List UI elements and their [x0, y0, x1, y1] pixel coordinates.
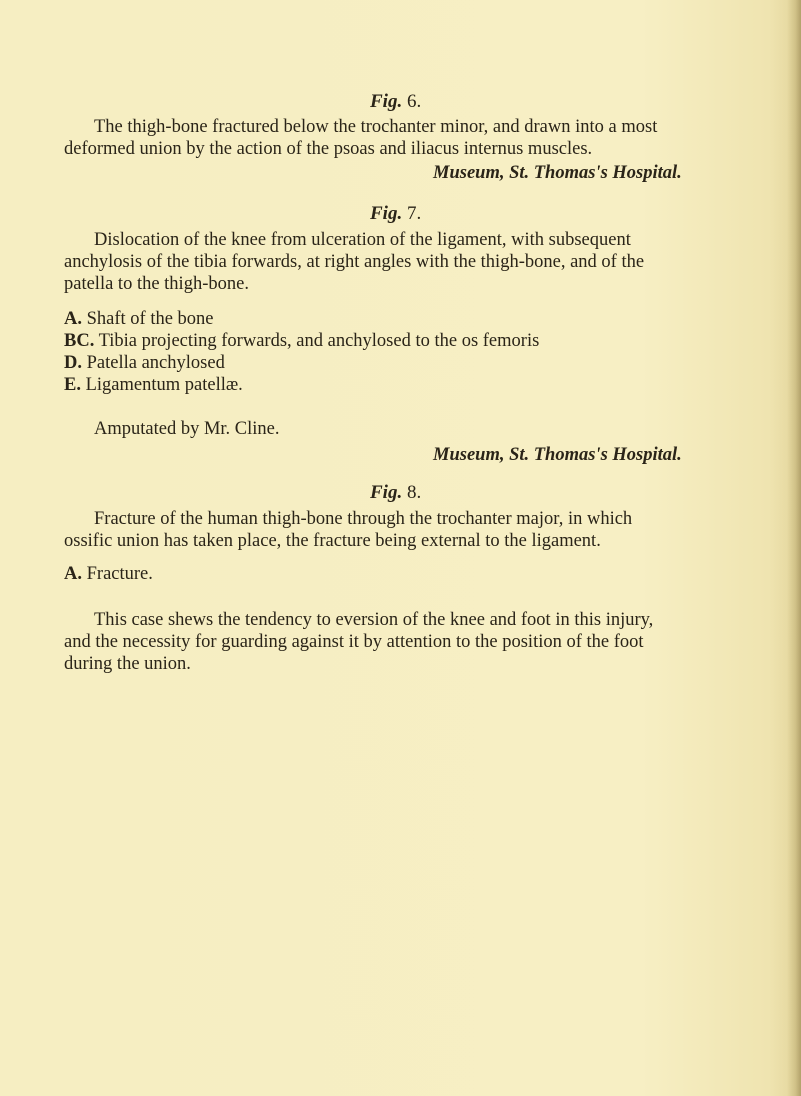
fig-8-note-line-3: during the union. [64, 654, 191, 674]
fig-8-description [64, 508, 724, 552]
fig-7-item-a-key: A. [64, 309, 82, 329]
fig-7-description [64, 229, 724, 295]
page-edge-shadow [787, 0, 801, 1096]
fig-8-line-2: ossific union has taken place, the fracture being external to the ligament. [64, 531, 601, 551]
fig-7-amputated: Amputated by Mr. Cline. [94, 419, 280, 439]
fig-8-item-a [64, 564, 153, 585]
fig-6-source: Museum, St. Thomas's Hospital. [433, 163, 682, 183]
fig-7-item-bc-text: Tibia projecting forwards, and anchylosed to the os femoris [98, 331, 540, 351]
fig-6-number: 6. [406, 91, 422, 112]
fig-7-line-1: Dislocation of the knee from ulceration of the ligament, with subsequent [94, 230, 631, 250]
fig-6-line-2: deformed union by the action of the psoas and iliacus internus muscles. [64, 139, 593, 159]
fig-7-line-2: anchylosis of the tibia forwards, at right angles with the thigh-bone, and of the [64, 252, 645, 272]
fig-7-item-e [64, 375, 243, 396]
fig-8-note [64, 609, 724, 675]
fig-7-label: Fig. [370, 203, 403, 224]
fig-7-line-3: patella to the thigh-bone. [64, 274, 249, 294]
fig-7-item-d-text: Patella anchylosed [86, 353, 225, 373]
fig-6-label: Fig. [370, 91, 403, 112]
fig-8-note-line-2: and the necessity for guarding against it by attention to the position of the foot [64, 632, 644, 652]
fig-8-item-a-key: A. [64, 564, 82, 584]
fig-8-number: 8. [406, 482, 422, 503]
fig-7-item-bc [64, 331, 539, 352]
fig-7-item-e-text: Ligamentum patellæ. [85, 375, 243, 395]
fig-7-item-d-key: D. [64, 353, 82, 373]
fig-6-line-1: The thigh-bone fractured below the trochanter minor, and drawn into a most [94, 117, 658, 137]
fig-8-label: Fig. [370, 482, 403, 503]
fig-7-source: Museum, St. Thomas's Hospital. [433, 445, 682, 465]
fig-7-title [370, 203, 421, 225]
fig-8-line-1: Fracture of the human thigh-bone through the trochanter major, in which [94, 509, 633, 529]
fig-7-item-bc-key: BC. [64, 331, 95, 351]
fig-6-description [64, 116, 724, 160]
fig-7-item-a [64, 309, 214, 330]
fig-7-item-a-text: Shaft of the bone [86, 309, 214, 329]
fig-7-item-d [64, 353, 225, 374]
fig-7-item-e-key: E. [64, 375, 81, 395]
fig-8-title [370, 482, 421, 504]
fig-8-note-line-1: This case shews the tendency to eversion of the knee and foot in this injury, [94, 610, 654, 630]
fig-7-number: 7. [406, 203, 422, 224]
fig-8-item-a-text: Fracture. [86, 564, 153, 584]
fig-6-title [370, 91, 421, 113]
